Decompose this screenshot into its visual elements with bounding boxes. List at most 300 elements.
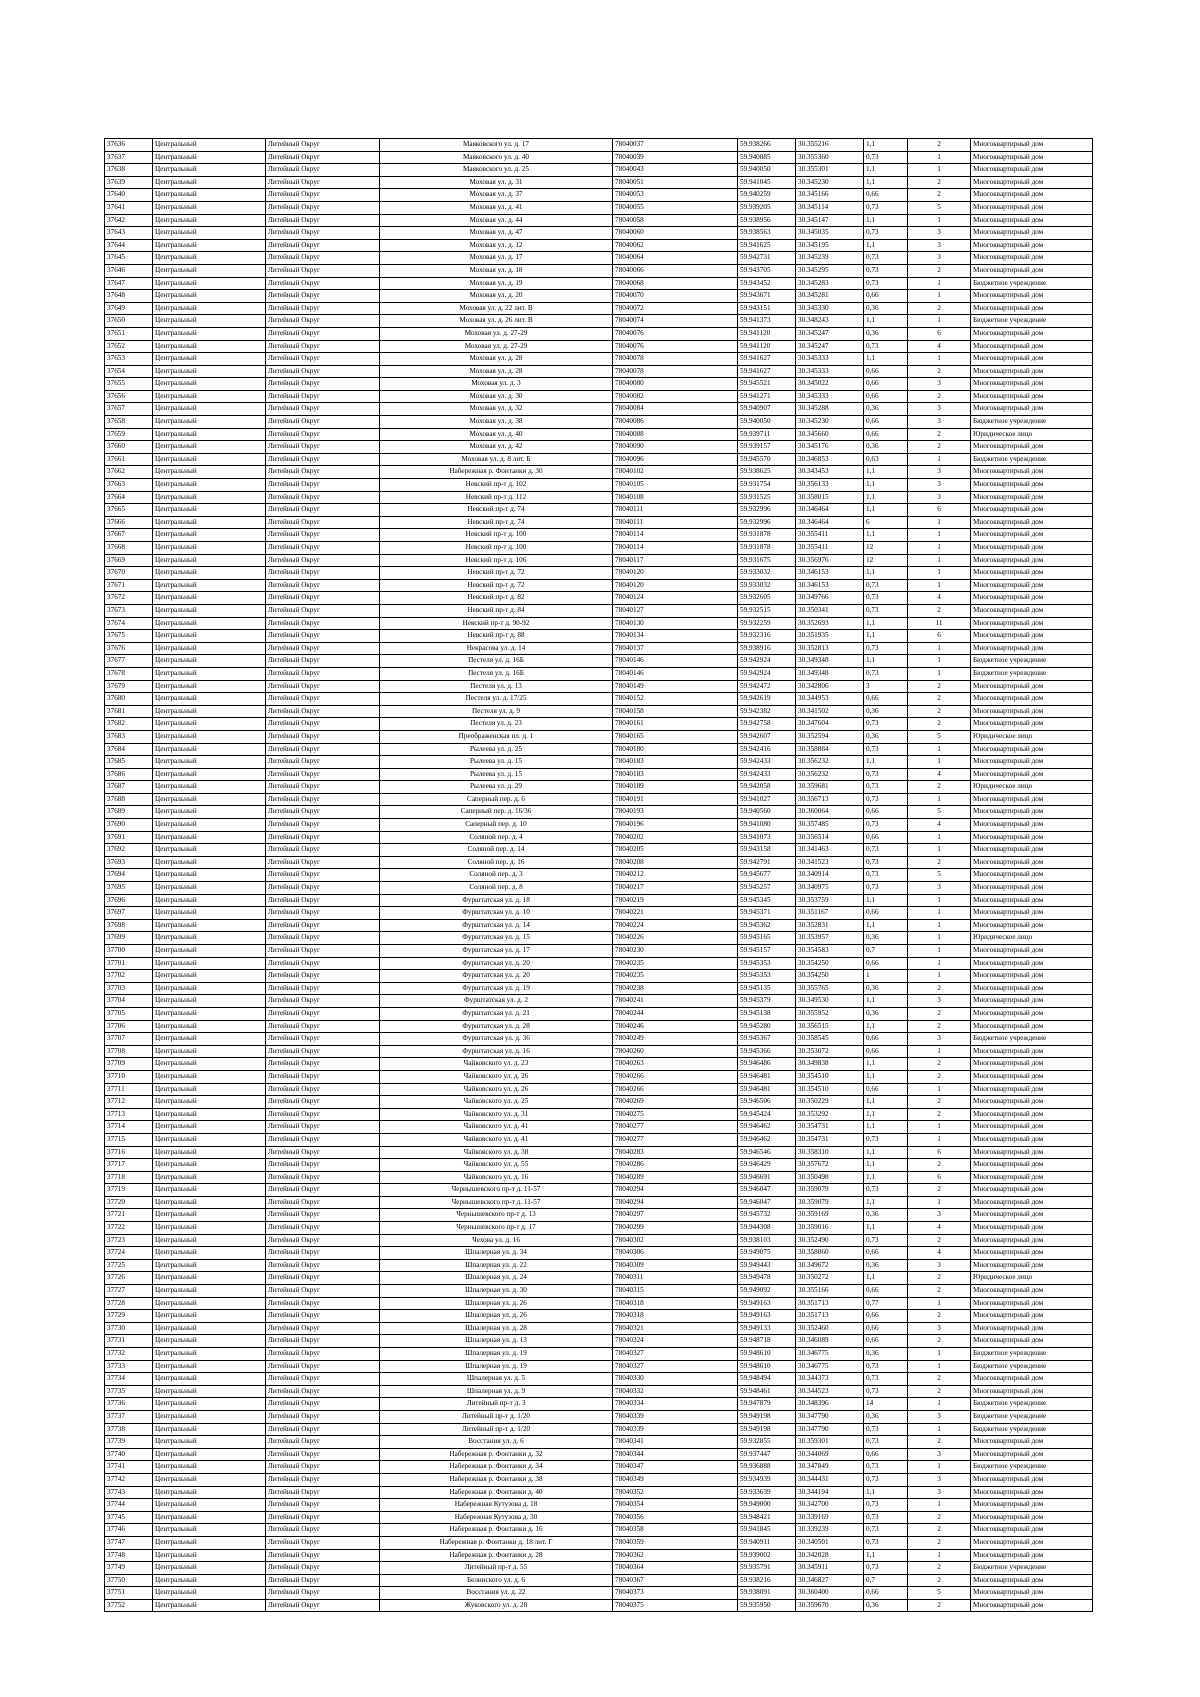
object-code-cell: 78040064 [613,252,738,265]
okrug-cell: Литейный Округ [266,315,380,328]
count-cell: 1 [908,932,971,945]
district-cell: Центральный [153,1436,266,1449]
object-code-cell: 78040111 [613,516,738,529]
table-row [105,1348,1093,1361]
count-cell: 2 [908,1385,971,1398]
address-cell: Фурштатская ул. д. 21 [380,1007,613,1020]
object-type-cell: Многоквартирный дом [971,1385,1093,1398]
table-row [105,995,1093,1008]
table-row [105,1083,1093,1096]
okrug-cell: Литейный Округ [266,479,380,492]
latitude-cell: 59.946462 [738,1121,796,1134]
latitude-cell: 59.942924 [738,667,796,680]
latitude-cell: 59.948494 [738,1373,796,1386]
latitude-cell: 59.945345 [738,894,796,907]
object-type-cell: Бюджетное учреждение [971,1410,1093,1423]
record-id-cell: 37720 [105,1196,153,1209]
okrug-cell: Литейный Округ [266,1310,380,1323]
record-id-cell: 37729 [105,1310,153,1323]
object-code-cell: 78040362 [613,1549,738,1562]
object-type-cell: Многоквартирный дом [971,768,1093,781]
table-row [105,239,1093,252]
table-row [105,1297,1093,1310]
record-id-cell: 37675 [105,630,153,643]
object-code-cell: 78040373 [613,1587,738,1600]
address-cell: Набережная р. Фонтанки д. 38 [380,1473,613,1486]
object-code-cell: 78040367 [613,1574,738,1587]
address-cell: Маяковского ул. д. 25 [380,164,613,177]
address-cell: Шпалерная ул. д. 13 [380,1335,613,1348]
coefficient-cell: 0,36 [864,403,908,416]
district-cell: Центральный [153,1083,266,1096]
district-cell: Центральный [153,1234,266,1247]
okrug-cell: Литейный Округ [266,1045,380,1058]
latitude-cell: 59.942731 [738,252,796,265]
district-cell: Центральный [153,642,266,655]
coefficient-cell: 0,36 [864,705,908,718]
okrug-cell: Литейный Округ [266,290,380,303]
count-cell: 1 [908,667,971,680]
district-cell: Центральный [153,1121,266,1134]
okrug-cell: Литейный Округ [266,403,380,416]
longitude-cell: 30.354583 [796,945,864,958]
longitude-cell: 30.355411 [796,542,864,555]
table-row [105,479,1093,492]
record-id-cell: 37740 [105,1448,153,1461]
count-cell: 1 [908,554,971,567]
longitude-cell: 30.355166 [796,1285,864,1298]
coefficient-cell: 1,1 [864,491,908,504]
count-cell: 4 [908,819,971,832]
record-id-cell: 37665 [105,504,153,517]
latitude-cell: 59.941045 [738,176,796,189]
address-cell: Маяковского ул. д. 17 [380,139,613,152]
district-cell: Центральный [153,579,266,592]
address-cell: Фурштатская ул. д. 28 [380,1020,613,1033]
latitude-cell: 59.938103 [738,1234,796,1247]
coefficient-cell: 0,73 [864,1385,908,1398]
coefficient-cell: 0,7 [864,1574,908,1587]
table-row [105,139,1093,152]
coefficient-cell: 0,66 [864,1587,908,1600]
object-type-cell: Многоквартирный дом [971,1473,1093,1486]
longitude-cell: 30.346464 [796,504,864,517]
object-code-cell: 78040330 [613,1373,738,1386]
district-cell: Центральный [153,1096,266,1109]
longitude-cell: 30.351935 [796,630,864,643]
object-code-cell: 78040183 [613,768,738,781]
address-cell: Фурштатская ул. д. 20 [380,957,613,970]
address-cell: Набережная р. Фонтанки д. 34 [380,1461,613,1474]
address-cell: Невский пр-т д. 100 [380,542,613,555]
longitude-cell: 30.342806 [796,680,864,693]
district-cell: Центральный [153,869,266,882]
coefficient-cell: 1,1 [864,894,908,907]
coefficient-cell: 0,66 [864,1335,908,1348]
address-cell: Соляной пер. д. 16 [380,856,613,869]
object-type-cell: Многоквартирный дом [971,353,1093,366]
count-cell: 1 [908,970,971,983]
object-code-cell: 78040146 [613,655,738,668]
table-row [105,743,1093,756]
record-id-cell: 37716 [105,1146,153,1159]
table-row [105,932,1093,945]
okrug-cell: Литейный Округ [266,277,380,290]
address-cell: Набережная р. Фонтанки д. 32 [380,1448,613,1461]
table-row [105,844,1093,857]
latitude-cell: 59.946546 [738,1146,796,1159]
object-code-cell: 78040302 [613,1234,738,1247]
district-cell: Центральный [153,529,266,542]
coefficient-cell: 0,73 [864,642,908,655]
object-code-cell: 78040327 [613,1348,738,1361]
district-cell: Центральный [153,630,266,643]
latitude-cell: 59.949092 [738,1285,796,1298]
longitude-cell: 30.358884 [796,743,864,756]
count-cell: 5 [908,806,971,819]
table-row [105,856,1093,869]
longitude-cell: 30.346775 [796,1360,864,1373]
longitude-cell: 30.350341 [796,604,864,617]
longitude-cell: 30.345911 [796,1562,864,1575]
latitude-cell: 59.947879 [738,1398,796,1411]
object-code-cell: 78040283 [613,1146,738,1159]
coefficient-cell: 0,66 [864,1448,908,1461]
longitude-cell: 30.358310 [796,1146,864,1159]
okrug-cell: Литейный Округ [266,1209,380,1222]
longitude-cell: 30.352831 [796,919,864,932]
longitude-cell: 30.356713 [796,793,864,806]
count-cell: 2 [908,176,971,189]
object-type-cell: Многоквартирный дом [971,819,1093,832]
okrug-cell: Литейный Округ [266,390,380,403]
coefficient-cell: 0,36 [864,1348,908,1361]
record-id-cell: 37699 [105,932,153,945]
address-cell: Чехова ул. д. 16 [380,1234,613,1247]
count-cell: 1 [908,151,971,164]
address-cell: Невский пр-т д. 74 [380,516,613,529]
longitude-cell: 30.341463 [796,844,864,857]
record-id-cell: 37639 [105,176,153,189]
latitude-cell: 59.945379 [738,995,796,1008]
table-row [105,630,1093,643]
object-type-cell: Многоквартирный дом [971,945,1093,958]
object-code-cell: 78040183 [613,756,738,769]
latitude-cell: 59.949075 [738,1247,796,1260]
district-cell: Центральный [153,164,266,177]
object-code-cell: 78040294 [613,1184,738,1197]
latitude-cell: 59.933032 [738,579,796,592]
object-code-cell: 78040318 [613,1310,738,1323]
district-cell: Центральный [153,227,266,240]
address-cell: Чайковского ул. д. 26 [380,1083,613,1096]
latitude-cell: 59.941625 [738,239,796,252]
district-cell: Центральный [153,970,266,983]
record-id-cell: 37659 [105,428,153,441]
okrug-cell: Литейный Округ [266,1524,380,1537]
count-cell: 2 [908,982,971,995]
record-id-cell: 37687 [105,781,153,794]
coefficient-cell: 0,66 [864,189,908,202]
object-code-cell: 78040066 [613,264,738,277]
table-row [105,466,1093,479]
district-cell: Центральный [153,718,266,731]
coefficient-cell: 1,1 [864,1058,908,1071]
count-cell: 2 [908,1020,971,1033]
table-row [105,214,1093,227]
count-cell: 1 [908,844,971,857]
object-code-cell: 78040224 [613,919,738,932]
longitude-cell: 30.344069 [796,1448,864,1461]
latitude-cell: 59.942058 [738,781,796,794]
coefficient-cell: 0,73 [864,1473,908,1486]
object-type-cell: Многоквартирный дом [971,882,1093,895]
okrug-cell: Литейный Округ [266,1096,380,1109]
count-cell: 3 [908,227,971,240]
coefficient-cell: 0,73 [864,1234,908,1247]
latitude-cell: 59.949133 [738,1322,796,1335]
coefficient-cell: 0,66 [864,365,908,378]
object-type-cell: Многоквартирный дом [971,1448,1093,1461]
okrug-cell: Литейный Округ [266,1146,380,1159]
district-cell: Центральный [153,1007,266,1020]
okrug-cell: Литейный Округ [266,756,380,769]
okrug-cell: Литейный Округ [266,1196,380,1209]
object-type-cell: Многоквартирный дом [971,239,1093,252]
record-id-cell: 37651 [105,327,153,340]
object-code-cell: 78040196 [613,819,738,832]
count-cell: 3 [908,882,971,895]
count-cell: 3 [908,1448,971,1461]
object-code-cell: 78040241 [613,995,738,1008]
object-type-cell: Многоквартирный дом [971,1536,1093,1549]
district-cell: Центральный [153,1222,266,1235]
latitude-cell: 59.942791 [738,856,796,869]
table-row [105,894,1093,907]
latitude-cell: 59.945371 [738,907,796,920]
okrug-cell: Литейный Округ [266,1222,380,1235]
object-type-cell: Многоквартирный дом [971,831,1093,844]
count-cell: 1 [908,1196,971,1209]
count-cell: 1 [908,1360,971,1373]
district-cell: Центральный [153,1536,266,1549]
okrug-cell: Литейный Округ [266,441,380,454]
object-code-cell: 78040108 [613,491,738,504]
record-id-cell: 37723 [105,1234,153,1247]
record-id-cell: 37749 [105,1562,153,1575]
longitude-cell: 30.344523 [796,1385,864,1398]
object-type-cell: Многоквартирный дом [971,1574,1093,1587]
address-cell: Фурштатская ул. д. 15 [380,932,613,945]
longitude-cell: 30.360400 [796,1587,864,1600]
coefficient-cell: 0,66 [864,831,908,844]
object-code-cell: 78040354 [613,1499,738,1512]
address-cell: Соляной пер. д. 14 [380,844,613,857]
district-cell: Центральный [153,756,266,769]
okrug-cell: Литейный Округ [266,1171,380,1184]
count-cell: 2 [908,1599,971,1612]
address-cell: Чернышевского пр-т д. 17 [380,1222,613,1235]
coefficient-cell: 0,36 [864,441,908,454]
count-cell: 1 [908,793,971,806]
object-type-cell: Многоквартирный дом [971,176,1093,189]
address-cell: Набережная р. Фонтанки д. 30 [380,466,613,479]
coefficient-cell: 0,73 [864,768,908,781]
table-row [105,1259,1093,1272]
latitude-cell: 59.941120 [738,340,796,353]
record-id-cell: 37713 [105,1108,153,1121]
count-cell: 2 [908,1562,971,1575]
address-cell: Саперный пер. д. 10 [380,819,613,832]
address-cell: Моховая ул. д. 44 [380,214,613,227]
record-id-cell: 37670 [105,567,153,580]
latitude-cell: 59.946691 [738,1171,796,1184]
count-cell: 6 [908,630,971,643]
district-cell: Центральный [153,592,266,605]
count-cell: 2 [908,1524,971,1537]
district-cell: Центральный [153,353,266,366]
okrug-cell: Литейный Округ [266,1184,380,1197]
object-type-cell: Многоквартирный дом [971,1486,1093,1499]
record-id-cell: 37684 [105,743,153,756]
table-row [105,642,1093,655]
object-code-cell: 78040060 [613,227,738,240]
object-code-cell: 78040111 [613,504,738,517]
okrug-cell: Литейный Округ [266,554,380,567]
count-cell: 2 [908,1272,971,1285]
latitude-cell: 59.945362 [738,919,796,932]
count-cell: 1 [908,831,971,844]
record-id-cell: 37733 [105,1360,153,1373]
object-code-cell: 78040306 [613,1247,738,1260]
address-cell: Фурштатская ул. д. 19 [380,982,613,995]
district-cell: Центральный [153,453,266,466]
count-cell: 2 [908,1070,971,1083]
object-code-cell: 78040339 [613,1410,738,1423]
okrug-cell: Литейный Округ [266,1436,380,1449]
count-cell: 2 [908,189,971,202]
latitude-cell: 59.931878 [738,542,796,555]
object-type-cell: Многоквартирный дом [971,982,1093,995]
object-type-cell: Многоквартирный дом [971,516,1093,529]
address-cell: Невский пр-т д. 112 [380,491,613,504]
coefficient-cell: 1,1 [864,214,908,227]
record-id-cell: 37658 [105,416,153,429]
latitude-cell: 59.941271 [738,390,796,403]
record-id-cell: 37680 [105,693,153,706]
table-row [105,416,1093,429]
object-type-cell: Многоквартирный дом [971,718,1093,731]
address-cell: Чайковского ул. д. 31 [380,1108,613,1121]
district-cell: Центральный [153,680,266,693]
count-cell: 1 [908,756,971,769]
object-type-cell: Многоквартирный дом [971,151,1093,164]
record-id-cell: 37677 [105,655,153,668]
district-cell: Центральный [153,340,266,353]
record-id-cell: 37709 [105,1058,153,1071]
coefficient-cell: 0,73 [864,264,908,277]
object-code-cell: 78040114 [613,542,738,555]
object-type-cell: Многоквартирный дом [971,1184,1093,1197]
object-code-cell: 78040088 [613,428,738,441]
object-type-cell: Многоквартирный дом [971,1549,1093,1562]
table-row [105,1473,1093,1486]
okrug-cell: Литейный Округ [266,680,380,693]
count-cell: 4 [908,1222,971,1235]
latitude-cell: 59.943452 [738,277,796,290]
address-cell: Шпалерная ул. д. 24 [380,1272,613,1285]
address-cell: Чайковского ул. д. 26 [380,1070,613,1083]
coefficient-cell: 0,73 [864,1461,908,1474]
district-cell: Центральный [153,604,266,617]
count-cell: 2 [908,264,971,277]
object-type-cell: Многоквартирный дом [971,1499,1093,1512]
count-cell: 5 [908,201,971,214]
address-cell: Соляной пер. д. 8 [380,882,613,895]
okrug-cell: Литейный Округ [266,655,380,668]
coefficient-cell: 1,1 [864,1171,908,1184]
okrug-cell: Литейный Округ [266,793,380,806]
longitude-cell: 30.345281 [796,290,864,303]
longitude-cell: 30.357485 [796,819,864,832]
record-id-cell: 37707 [105,1033,153,1046]
latitude-cell: 59.946047 [738,1184,796,1197]
longitude-cell: 30.349348 [796,655,864,668]
latitude-cell: 59.942619 [738,693,796,706]
object-type-cell: Многоквартирный дом [971,693,1093,706]
coefficient-cell: 1,1 [864,1196,908,1209]
district-cell: Центральный [153,894,266,907]
object-type-cell: Бюджетное учреждение [971,1360,1093,1373]
object-type-cell: Многоквартирный дом [971,529,1093,542]
object-type-cell: Многоквартирный дом [971,1121,1093,1134]
district-cell: Центральный [153,1348,266,1361]
latitude-cell: 59.938216 [738,1574,796,1587]
count-cell: 2 [908,718,971,731]
object-type-cell: Многоквартирный дом [971,567,1093,580]
object-type-cell: Многоквартирный дом [971,995,1093,1008]
count-cell: 6 [908,1146,971,1159]
okrug-cell: Литейный Округ [266,630,380,643]
object-code-cell: 78040191 [613,793,738,806]
longitude-cell: 30.345114 [796,201,864,214]
object-type-cell: Многоквартирный дом [971,227,1093,240]
record-id-cell: 37748 [105,1549,153,1562]
object-code-cell: 78040074 [613,315,738,328]
latitude-cell: 59.945367 [738,1033,796,1046]
record-id-cell: 37676 [105,642,153,655]
count-cell: 1 [908,1133,971,1146]
address-cell: Чайковского ул. д. 41 [380,1133,613,1146]
address-cell: Фурштатская ул. д. 14 [380,919,613,932]
okrug-cell: Литейный Округ [266,151,380,164]
object-code-cell: 78040309 [613,1259,738,1272]
address-cell: Моховая ул. д. 41 [380,201,613,214]
record-id-cell: 37712 [105,1096,153,1109]
longitude-cell: 30.353957 [796,932,864,945]
longitude-cell: 30.360064 [796,806,864,819]
latitude-cell: 59.940560 [738,806,796,819]
address-cell: Чайковского ул. д. 41 [380,1121,613,1134]
count-cell: 1 [908,277,971,290]
count-cell: 3 [908,1259,971,1272]
table-row [105,1108,1093,1121]
address-cell: Моховая ул. д. 3 [380,378,613,391]
record-id-cell: 37704 [105,995,153,1008]
object-type-cell: Многоквартирный дом [971,479,1093,492]
object-type-cell: Бюджетное учреждение [971,1562,1093,1575]
district-cell: Центральный [153,1033,266,1046]
